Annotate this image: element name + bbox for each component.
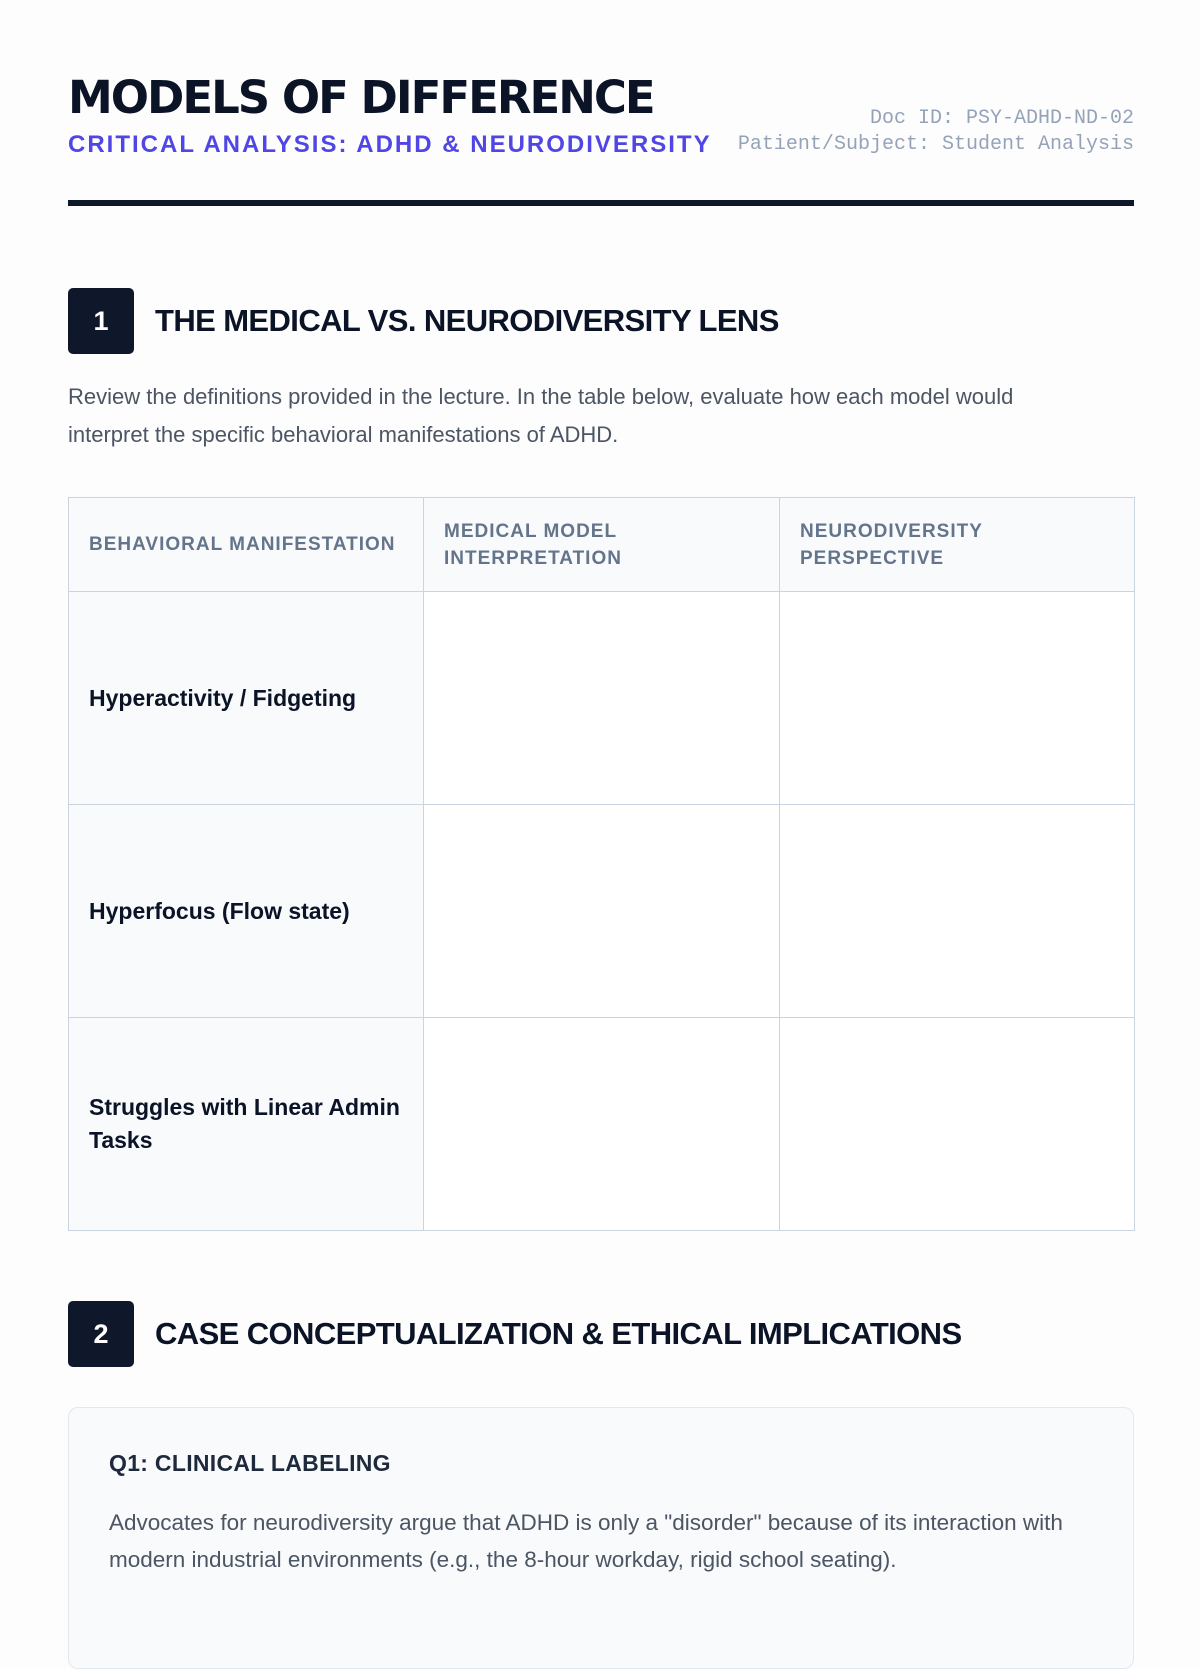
manifestation-cell: Hyperfocus (Flow state) [69,805,424,1018]
doc-id: Doc ID: PSY-ADHD-ND-02 [869,107,1134,130]
table-row [69,1018,1135,1231]
question-title: Q1: CLINICAL LABELING [109,1450,391,1476]
table-row [69,805,1135,1018]
document-subtitle: CRITICAL ANALYSIS: ADHD & NEURODIVERSITY [68,131,712,158]
section-2-heading [68,1301,1134,1367]
column-header-manifestation: BEHAVIORAL MANIFESTATION [69,498,424,592]
question-card [68,1407,1134,1669]
medical-answer-cell[interactable] [424,1018,780,1231]
document-meta [738,106,1134,158]
neurodiversity-answer-cell[interactable] [780,592,1135,805]
table-row [69,592,1135,805]
section-1-heading [68,288,1134,354]
header-divider [68,200,1134,206]
document-header [68,68,1134,208]
worksheet-page [68,0,1134,1600]
section-title: THE MEDICAL VS. NEURODIVERSITY LENS [155,303,779,338]
subject-line: Patient/Subject: Student Analysis [737,133,1134,156]
manifestation-cell: Hyperactivity / Fidgeting [69,592,424,805]
document-title: MODELS OF DIFFERENCE [68,71,654,124]
neurodiversity-answer-cell[interactable] [780,805,1135,1018]
manifestation-cell: Struggles with Linear Admin Tasks [69,1018,424,1231]
column-header-medical: MEDICAL MODEL INTERPRETATION [424,498,780,592]
medical-answer-cell[interactable] [424,805,780,1018]
section-title: CASE CONCEPTUALIZATION & ETHICAL IMPLICATIONS [155,1316,962,1351]
neurodiversity-answer-cell[interactable] [780,1018,1135,1231]
column-header-neurodiversity: NEURODIVERSITY PERSPECTIVE [780,498,1135,592]
question-body: Advocates for neurodiversity argue that ADHD is only a "disorder" because of its interaction with modern industrial environments (e.g., the 8-hour workday, rigid school seating). [109,1510,1063,1572]
section-1-instructions: Review the definitions provided in the lecture. In the table below, evaluate how each model would interpret the specific behavioral manifestations of ADHD. [68,384,1014,447]
section-number-badge: 1 [68,288,134,354]
section-number-badge: 2 [68,1301,134,1367]
comparison-table [68,497,1135,1231]
table-header-row [69,498,1135,592]
medical-answer-cell[interactable] [424,592,780,805]
